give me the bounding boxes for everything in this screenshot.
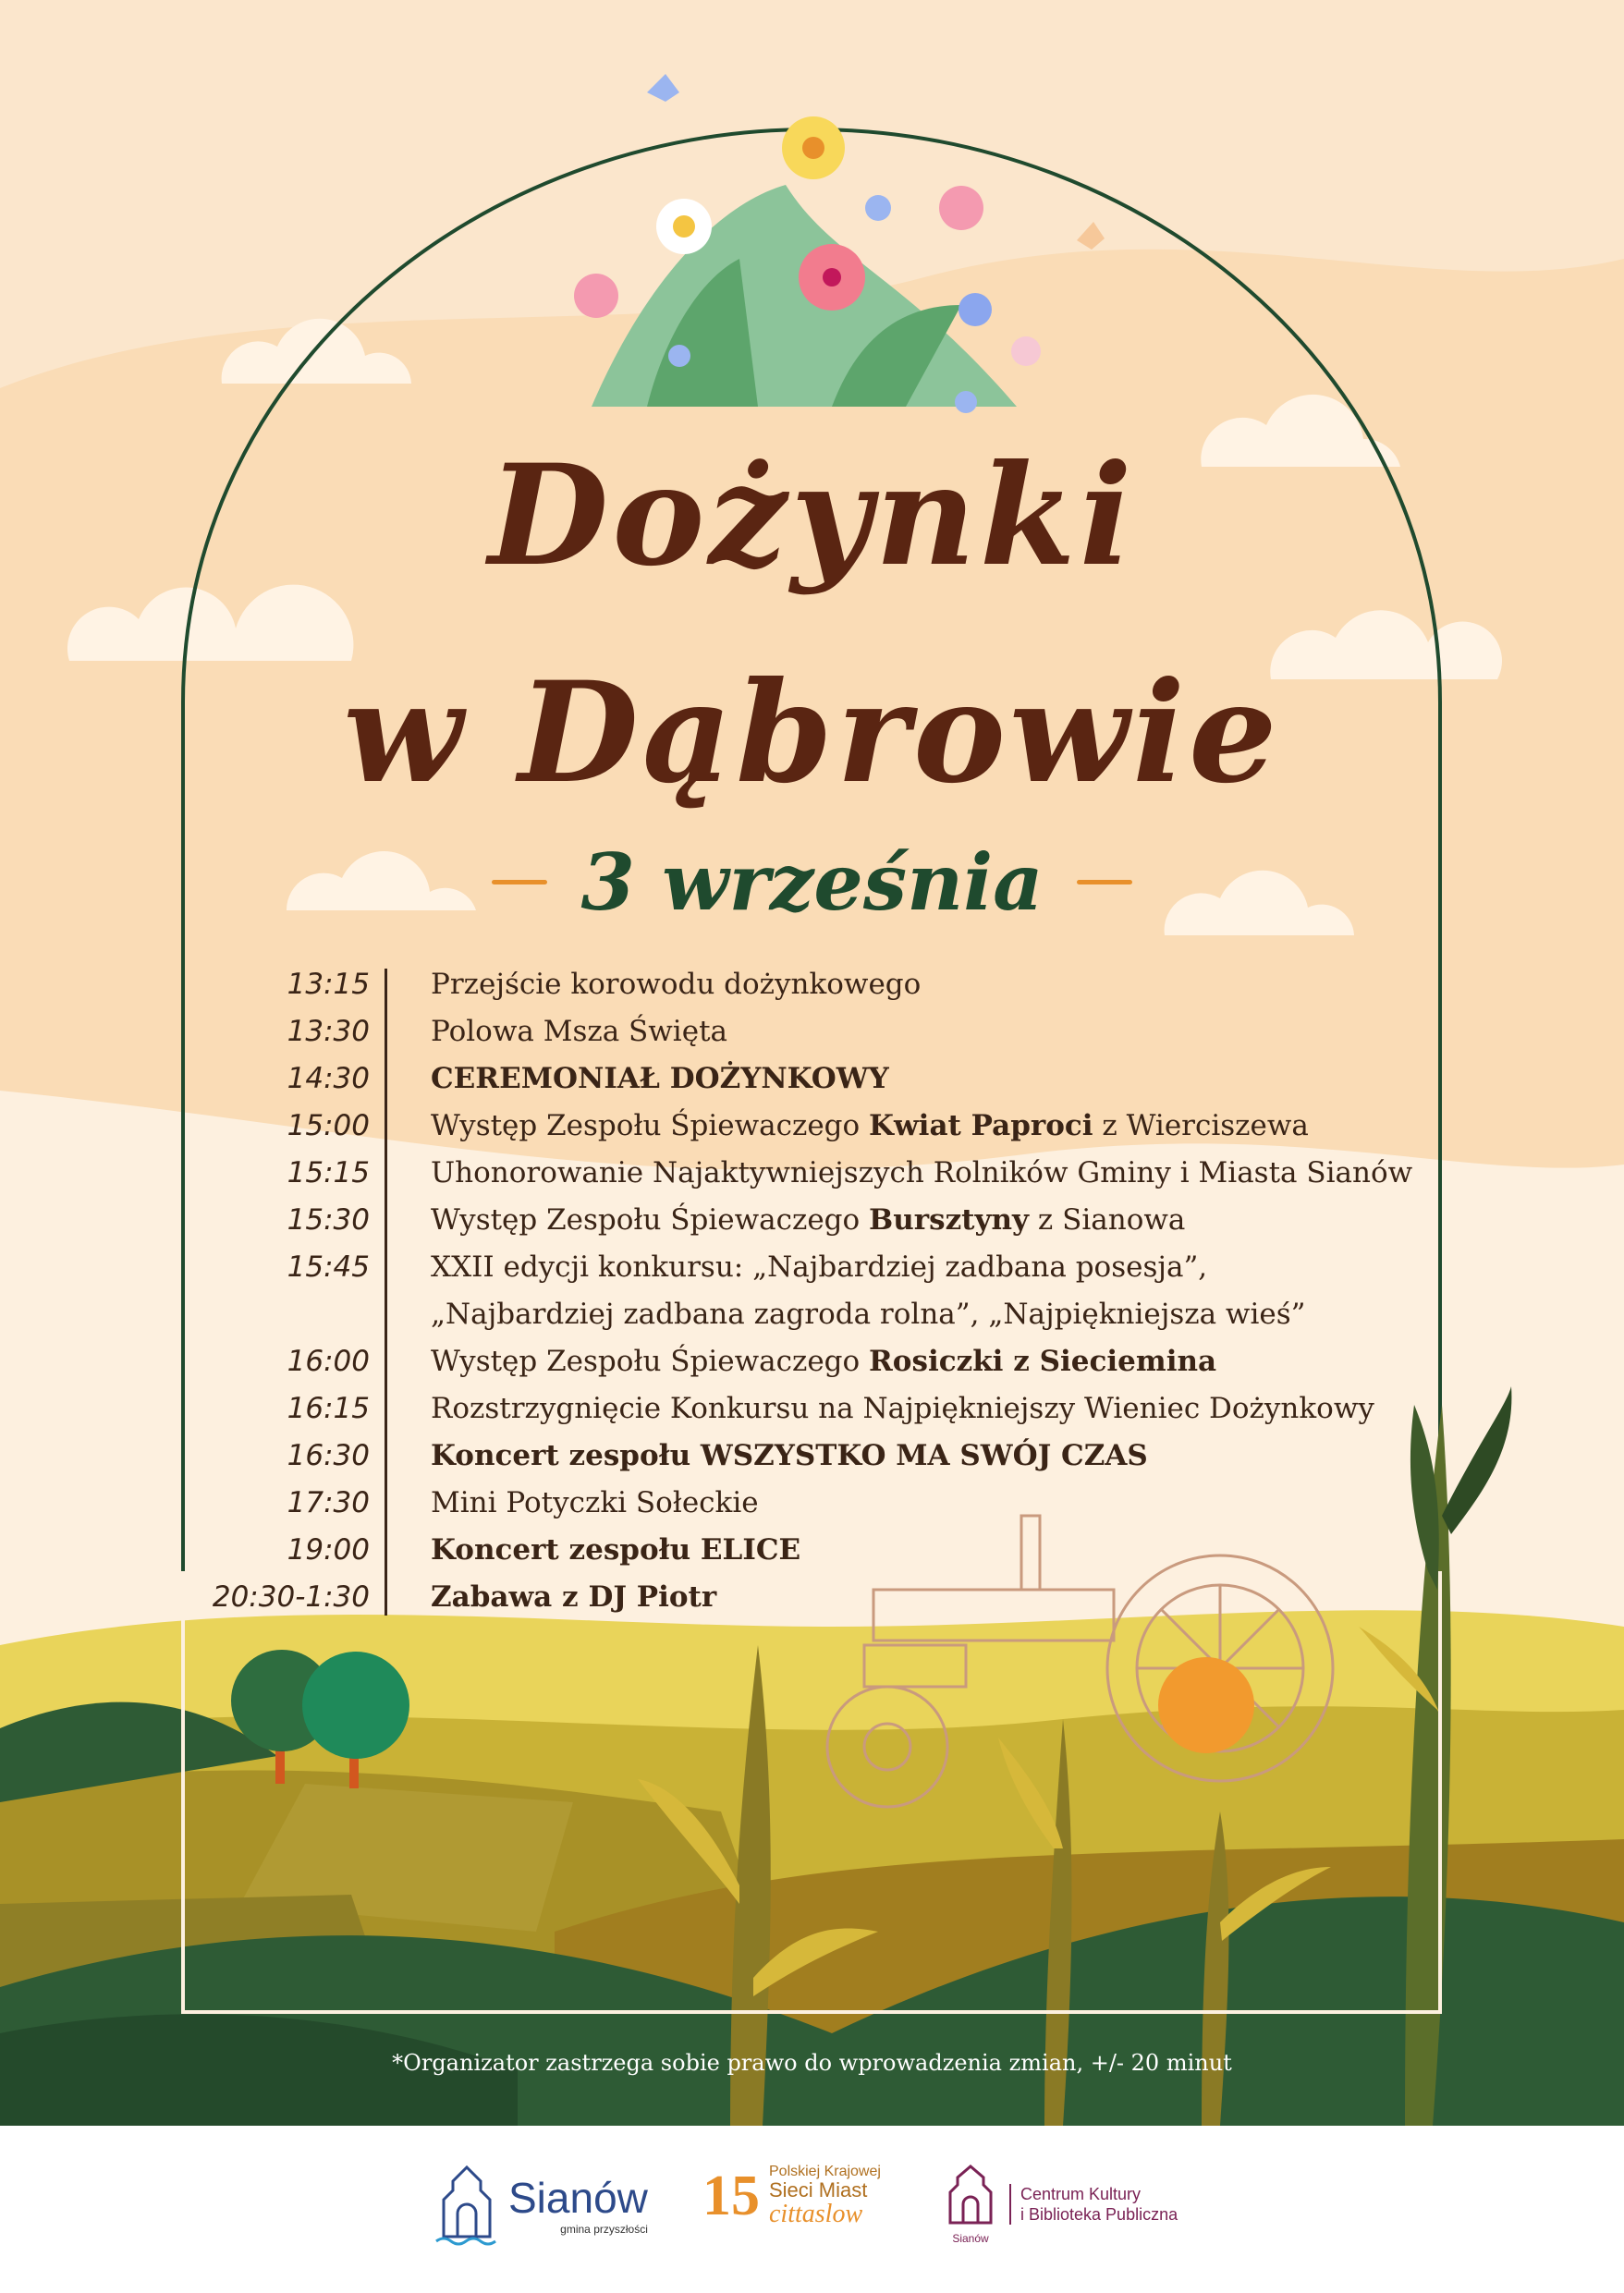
schedule-event bbox=[409, 1480, 759, 1527]
schedule-row bbox=[185, 1527, 1460, 1574]
schedule-event-text: z Wierciszewa bbox=[1093, 1109, 1309, 1142]
schedule-time: 20:30-1:30 bbox=[212, 1580, 370, 1614]
schedule-time: 15:00 bbox=[287, 1109, 370, 1142]
schedule-row bbox=[185, 1197, 1460, 1244]
schedule-event-text: Mini Potyczki Sołeckie bbox=[431, 1486, 759, 1519]
schedule-event-text: Występ Zespołu Śpiewaczego bbox=[431, 1203, 870, 1237]
schedule-event-text: „Najbardziej zadbana zagroda rolna”, „Najpiękniejsza wieś” bbox=[431, 1298, 1306, 1331]
schedule-event-text: Uhonorowanie Najaktywniejszych Rolników Gminy i Miasta Sianów bbox=[431, 1156, 1413, 1189]
schedule-list bbox=[185, 961, 1460, 1621]
schedule-event bbox=[409, 1103, 1309, 1150]
ckbp-line-2: i Biblioteka Publiczna bbox=[1020, 2204, 1178, 2224]
schedule-event bbox=[409, 1244, 1305, 1338]
ckbp-emblem-icon bbox=[943, 2163, 998, 2227]
schedule-time: 16:00 bbox=[287, 1345, 370, 1378]
schedule-row bbox=[185, 1244, 1460, 1338]
schedule-event-text: Rosiczki z Sieciemina bbox=[869, 1345, 1217, 1378]
schedule-time: 15:30 bbox=[287, 1203, 370, 1237]
schedule-time: 16:30 bbox=[287, 1439, 370, 1472]
sianow-name: Sianów bbox=[508, 2174, 648, 2222]
cittaslow-line-2: Sieci Miast bbox=[769, 2178, 868, 2202]
ckbp-line-1: Centrum Kultury bbox=[1020, 2184, 1142, 2203]
ckbp-place: Sianów bbox=[952, 2232, 989, 2245]
sun-icon bbox=[1158, 1657, 1254, 1753]
schedule-event bbox=[409, 1150, 1412, 1197]
schedule-time: 15:15 bbox=[287, 1156, 370, 1189]
sianow-tagline: gmina przyszłości bbox=[560, 2223, 648, 2236]
schedule-time: 14:30 bbox=[287, 1062, 370, 1095]
sianow-emblem-icon bbox=[434, 2163, 499, 2246]
schedule-row bbox=[185, 1103, 1460, 1150]
schedule-row bbox=[185, 1480, 1460, 1527]
schedule-row bbox=[185, 961, 1460, 1008]
title-line-2: w Dąbrowie bbox=[343, 652, 1281, 814]
schedule-row bbox=[185, 1150, 1460, 1197]
schedule-time: 15:45 bbox=[287, 1250, 370, 1284]
schedule-time: 19:00 bbox=[287, 1533, 370, 1567]
schedule-event-text: Bursztyny bbox=[869, 1203, 1030, 1237]
schedule-event-text: CEREMONIAŁ DOŻYNKOWY bbox=[431, 1062, 889, 1095]
cittaslow-line-1: Polskiej Krajowej bbox=[769, 2164, 881, 2179]
schedule-event-text: Występ Zespołu Śpiewaczego bbox=[431, 1345, 870, 1378]
footnote: *Organizator zastrzega sobie prawo do wprowadzenia zmian, +/- 20 minut bbox=[392, 2050, 1232, 2076]
schedule-event bbox=[409, 1574, 716, 1621]
butterfly-icon bbox=[647, 74, 679, 102]
schedule-event bbox=[409, 1055, 889, 1103]
schedule-row bbox=[185, 1574, 1460, 1621]
schedule-event-text: Koncert zespołu WSZYSTKO MA SWÓJ CZAS bbox=[431, 1439, 1148, 1472]
schedule-event-text: Występ Zespołu Śpiewaczego bbox=[431, 1109, 870, 1142]
schedule-event-text: Przejście korowodu dożynkowego bbox=[431, 968, 922, 1001]
schedule-time: 13:15 bbox=[287, 968, 370, 1001]
schedule-row bbox=[185, 1055, 1460, 1103]
schedule-event-text: Rozstrzygnięcie Konkursu na Najpiękniejszy Wieniec Dożynkowy bbox=[431, 1392, 1374, 1425]
cittaslow-badge: 15 bbox=[702, 2164, 760, 2227]
title-line-1: Dożynki bbox=[488, 434, 1136, 597]
schedule-event-text: z Sianowa bbox=[1029, 1203, 1186, 1237]
schedule-event bbox=[409, 1385, 1374, 1433]
schedule-time: 16:15 bbox=[287, 1392, 370, 1425]
date-dash-left bbox=[492, 880, 547, 884]
flower-bouquet-icon bbox=[574, 116, 1041, 413]
schedule-event-text: Zabawa z DJ Piotr bbox=[431, 1580, 717, 1614]
ckbp-logo bbox=[943, 2163, 1178, 2245]
schedule-event bbox=[409, 1008, 727, 1055]
schedule-event-text: Polowa Msza Święta bbox=[431, 1015, 728, 1048]
schedule-row bbox=[185, 1433, 1460, 1480]
butterfly-icon bbox=[1077, 222, 1105, 250]
logo-bar bbox=[0, 2126, 1624, 2293]
date-dash-right bbox=[1077, 880, 1132, 884]
schedule-event-text: XXII edycji konkursu: „Najbardziej zadbana posesja”, bbox=[431, 1250, 1208, 1284]
schedule-event bbox=[409, 1197, 1185, 1244]
cittaslow-line-3: cittaslow bbox=[769, 2200, 863, 2228]
sianow-logo bbox=[434, 2163, 648, 2246]
cittaslow-logo bbox=[702, 2163, 881, 2229]
schedule-time: 13:30 bbox=[287, 1015, 370, 1048]
schedule-event bbox=[409, 961, 921, 1008]
schedule-time: 17:30 bbox=[287, 1486, 370, 1519]
schedule-row bbox=[185, 1008, 1460, 1055]
schedule-event-text: Kwiat Paproci bbox=[869, 1109, 1093, 1142]
schedule-event bbox=[409, 1527, 800, 1574]
schedule-event bbox=[409, 1338, 1216, 1385]
schedule-row bbox=[185, 1338, 1460, 1385]
schedule-row bbox=[185, 1385, 1460, 1433]
schedule-event-text: Koncert zespołu ELICE bbox=[431, 1533, 801, 1567]
date-row bbox=[0, 836, 1624, 928]
event-date: 3 września bbox=[580, 836, 1044, 928]
schedule-event bbox=[409, 1433, 1148, 1480]
